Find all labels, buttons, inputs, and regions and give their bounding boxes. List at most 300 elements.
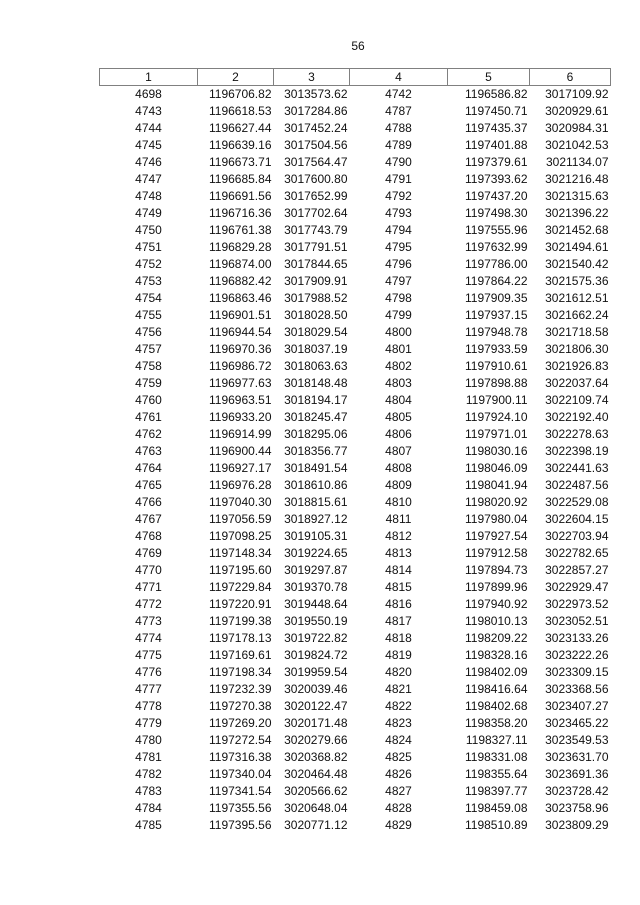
table-cell: 3023691.36 [545,767,609,781]
table-cell: 3022487.56 [545,478,609,492]
table-cell: 3022857.27 [545,563,609,577]
table-cell: 1197272.54 [208,733,272,747]
table-cell: 4780 [135,733,162,747]
table-row [100,426,611,443]
table-row [100,460,611,477]
table-row [100,392,611,409]
table-cell: 3022703.94 [545,529,609,543]
table-cell: 1196976.28 [208,478,272,492]
table-cell: 1198020.92 [464,495,528,509]
table-cell: 4787 [385,104,412,118]
table-cell: 3017284.86 [284,104,348,118]
table-body [100,86,611,835]
table-cell: 3021134.07 [545,155,609,169]
table-cell: 1197040.30 [208,495,272,509]
column-header: 6 [530,69,611,86]
table-cell: 1196927.17 [208,461,272,475]
table-cell: 3023407.27 [545,699,609,713]
table-row [100,664,611,681]
table-cell: 1196874.00 [208,257,272,271]
table-cell: 3020368.82 [284,750,348,764]
table-cell: 3021540.42 [545,257,609,271]
table-cell: 4790 [385,155,412,169]
column-header: 4 [350,69,448,86]
table-cell: 4759 [135,376,162,390]
table-cell: 4777 [135,682,162,696]
table-cell: 3020171.48 [284,716,348,730]
table-row [100,205,611,222]
table-cell: 1196882.42 [208,274,272,288]
table-header-row [100,69,611,86]
table-cell: 1196863.46 [208,291,272,305]
table-cell: 1196673.71 [208,155,272,169]
table-cell: 1197270.38 [208,699,272,713]
table-cell: 4808 [385,461,412,475]
table-cell: 3023631.70 [545,750,609,764]
table-cell: 1197435.37 [464,121,528,135]
table-cell: 3018029.54 [284,325,348,339]
table-cell: 4804 [385,393,412,407]
table-cell: 3018610.86 [284,478,348,492]
page-number: 56 [351,39,365,53]
table-cell: 4811 [385,512,412,526]
table-cell: 3017702.64 [284,206,348,220]
table-cell: 1197894.73 [464,563,528,577]
table-cell: 4766 [135,495,162,509]
table-cell: 1197229.84 [208,580,272,594]
table-row [100,766,611,783]
table-row [100,630,611,647]
table-cell: 4781 [135,750,162,764]
table-cell: 3020039.46 [284,682,348,696]
table-cell: 1197786.00 [464,257,528,271]
table-cell: 3017109.92 [545,87,609,101]
table-row [100,341,611,358]
table-cell: 3019224.65 [284,546,348,560]
table-cell: 4805 [385,410,412,424]
table-row [100,171,611,188]
table-cell: 1198041.94 [464,478,528,492]
table-cell: 4813 [385,546,412,560]
table-cell: 4776 [135,665,162,679]
table-cell: 4827 [385,784,412,798]
table-row [100,681,611,698]
table-cell: 4825 [385,750,412,764]
table-cell: 4796 [385,257,412,271]
table-row [100,273,611,290]
table-cell: 1197924.10 [464,410,528,424]
table-cell: 4753 [135,274,162,288]
table-cell: 1197980.04 [464,512,528,526]
table-cell: 3018194.17 [284,393,348,407]
table-cell: 3019550.19 [284,614,348,628]
table-cell: 1196685.84 [208,172,272,186]
table-cell: 3019448.64 [284,597,348,611]
table-cell: 1197933.59 [464,342,528,356]
table-cell: 3021612.51 [545,291,609,305]
table-cell: 4785 [135,818,162,832]
table-cell: 4810 [385,495,412,509]
table-cell: 4758 [135,359,162,373]
table-cell: 3021662.24 [545,308,609,322]
table-cell: 1198209.22 [464,631,528,645]
table-cell: 3021396.22 [545,206,609,220]
table-cell: 3018148.48 [284,376,348,390]
table-row [100,443,611,460]
table-cell: 1197971.01 [464,427,528,441]
table-cell: 1197056.59 [208,512,272,526]
table-cell: 3018037.19 [284,342,348,356]
table-cell: 1197379.61 [464,155,528,169]
table-cell: 4829 [385,818,412,832]
table-cell: 3021216.48 [545,172,609,186]
table-cell: 4807 [385,444,412,458]
table-cell: 1197401.88 [464,138,528,152]
table-cell: 4793 [385,206,412,220]
table-cell: 1197937.15 [464,308,528,322]
table-cell: 1197340.04 [208,767,272,781]
table-cell: 4743 [135,104,162,118]
table-row [100,494,611,511]
table-row [100,86,611,104]
table-cell: 1196829.28 [208,240,272,254]
table-cell: 1197269.20 [208,716,272,730]
table-cell: 3017452.24 [284,121,348,135]
table-cell: 4791 [385,172,412,186]
table-cell: 3017652.99 [284,189,348,203]
table-cell: 4747 [135,172,162,186]
table-cell: 3017909.91 [284,274,348,288]
table-cell: 3019959.54 [284,665,348,679]
table-cell: 1198327.11 [465,733,528,747]
table-cell: 4801 [385,342,412,356]
table-cell: 1197899.96 [464,580,528,594]
table-cell: 3022604.15 [545,512,609,526]
table-cell: 3021575.36 [545,274,609,288]
table-cell: 4802 [385,359,412,373]
table-cell: 1196706.82 [208,87,272,101]
table-cell: 4779 [135,716,162,730]
table-cell: 1197632.99 [464,240,528,254]
table-cell: 4784 [135,801,162,815]
table-cell: 3017791.51 [284,240,348,254]
table-cell: 3018028.50 [284,308,348,322]
table-cell: 1197948.78 [464,325,528,339]
coordinates-table [99,68,611,834]
table-cell: 4778 [135,699,162,713]
table-cell: 1197555.96 [464,223,528,237]
table-cell: 3022037.64 [545,376,609,390]
table-cell: 3020122.47 [284,699,348,713]
table-cell: 4821 [385,682,412,696]
table-cell: 1197098.25 [208,529,272,543]
table-cell: 4763 [135,444,162,458]
table-cell: 1196761.38 [208,223,272,237]
table-cell: 4817 [385,614,412,628]
table-cell: 1197316.38 [208,750,272,764]
table-cell: 1196963.51 [208,393,272,407]
table-cell: 3021494.61 [545,240,609,254]
table-cell: 3023758.96 [545,801,609,815]
table-cell: 3022929.47 [545,580,609,594]
table-cell: 1197148.34 [208,546,272,560]
table-cell: 3023465.22 [545,716,609,730]
table-cell: 4820 [385,665,412,679]
table-cell: 3022441.63 [545,461,609,475]
table-cell: 3022398.19 [545,444,609,458]
table-cell: 4764 [135,461,162,475]
table-cell: 3021806.30 [545,342,609,356]
table-cell: 4757 [135,342,162,356]
column-header: 2 [198,69,274,86]
table-row [100,647,611,664]
table-cell: 3017988.52 [284,291,348,305]
table-cell: 4826 [385,767,412,781]
table-row [100,698,611,715]
table-cell: 4803 [385,376,412,390]
table-cell: 3021452.68 [545,223,609,237]
table-cell: 3023728.42 [545,784,609,798]
table-cell: 3018356.77 [284,444,348,458]
table-cell: 3022278.63 [545,427,609,441]
table-cell: 3021926.83 [545,359,609,373]
table-row [100,290,611,307]
table-cell: 4770 [135,563,162,577]
table-cell: 4773 [135,614,162,628]
table-cell: 4823 [385,716,412,730]
table-cell: 1196970.36 [208,342,272,356]
table-cell: 1196986.72 [208,359,272,373]
table-cell: 4824 [385,733,412,747]
table-cell: 4761 [135,410,162,424]
table-cell: 4760 [135,393,162,407]
table-cell: 4816 [385,597,412,611]
table-cell: 3017504.56 [284,138,348,152]
table-row [100,307,611,324]
table-row [100,511,611,528]
table-cell: 1197910.61 [464,359,528,373]
table-cell: 3022192.40 [545,410,609,424]
table-cell: 4806 [385,427,412,441]
table-cell: 3023809.29 [545,818,609,832]
table-cell: 3020279.66 [284,733,348,747]
table-cell: 4797 [385,274,412,288]
table-cell: 1197199.38 [208,614,272,628]
table-cell: 1197393.62 [464,172,528,186]
table-row [100,409,611,426]
table-cell: 4754 [135,291,162,305]
table-cell: 3021315.63 [545,189,609,203]
table-cell: 1197900.11 [465,393,528,407]
table-row [100,715,611,732]
table-cell: 1197927.54 [464,529,528,543]
table-cell: 4814 [385,563,412,577]
table-cell: 1197940.92 [464,597,528,611]
table-cell: 3018245.47 [284,410,348,424]
table-row [100,817,611,834]
table-row [100,528,611,545]
table-cell: 3020984.31 [545,121,609,135]
table-row [100,222,611,239]
table-row [100,613,611,630]
table-cell: 1196627.44 [208,121,272,135]
table-cell: 3022973.52 [545,597,609,611]
table-cell: 1197912.58 [464,546,528,560]
table-cell: 4742 [385,87,412,101]
table-cell: 3023052.51 [545,614,609,628]
table-cell: 4783 [135,784,162,798]
table-cell: 1196977.63 [208,376,272,390]
table-cell: 1197437.20 [464,189,528,203]
table-cell: 4698 [135,87,162,101]
table-cell: 1197169.61 [208,648,272,662]
table-row [100,154,611,171]
table-cell: 3017600.80 [284,172,348,186]
table-cell: 4818 [385,631,412,645]
table-cell: 4769 [135,546,162,560]
table-cell: 1197195.60 [208,563,272,577]
table-cell: 4782 [135,767,162,781]
table-row [100,375,611,392]
table-cell: 3023222.26 [545,648,609,662]
table-cell: 3018295.06 [284,427,348,441]
column-header: 3 [274,69,350,86]
table-cell: 3018491.54 [284,461,348,475]
table-cell: 3017844.65 [284,257,348,271]
table-cell: 1196944.54 [208,325,272,339]
table-cell: 4756 [135,325,162,339]
table-cell: 1196933.20 [208,410,272,424]
table-cell: 1196691.56 [208,189,272,203]
table-cell: 3018815.61 [284,495,348,509]
table-cell: 1198010.13 [464,614,528,628]
table-cell: 1197395.56 [208,818,272,832]
table-cell: 4795 [385,240,412,254]
table-cell: 1198328.16 [464,648,528,662]
table-cell: 1196716.36 [208,206,272,220]
table-cell: 1198459.08 [464,801,528,815]
table-cell: 1198402.09 [464,665,528,679]
table-row [100,239,611,256]
table-row [100,800,611,817]
table-cell: 4798 [385,291,412,305]
table-cell: 3018927.12 [284,512,348,526]
table-cell: 1198358.20 [464,716,528,730]
table-cell: 4762 [135,427,162,441]
table-row [100,749,611,766]
table-cell: 1196900.44 [208,444,272,458]
table-cell: 1197178.13 [208,631,272,645]
table-cell: 1196618.53 [208,104,272,118]
table-cell: 3020771.12 [284,818,348,832]
table-row [100,358,611,375]
table-cell: 1197450.71 [464,104,528,118]
table-cell: 1197909.35 [464,291,528,305]
table-cell: 1198355.64 [464,767,528,781]
table-cell: 3023133.26 [545,631,609,645]
table-cell: 3022529.08 [545,495,609,509]
table-cell: 4768 [135,529,162,543]
table-cell: 1196901.51 [208,308,272,322]
table-cell: 4750 [135,223,162,237]
table-cell: 4819 [385,648,412,662]
table-cell: 1196914.99 [208,427,272,441]
table-cell: 4774 [135,631,162,645]
table-cell: 1198510.89 [464,818,528,832]
table-row [100,783,611,800]
table-cell: 1197220.91 [208,597,272,611]
table-row [100,103,611,120]
table-row [100,579,611,596]
table-cell: 3021718.58 [545,325,609,339]
table-row [100,188,611,205]
table-cell: 1198331.08 [464,750,528,764]
table-row [100,137,611,154]
table-cell: 1197864.22 [464,274,528,288]
table-cell: 1197198.34 [208,665,272,679]
table-cell: 1197898.88 [464,376,528,390]
table-cell: 3019370.78 [284,580,348,594]
table-cell: 1198030.16 [464,444,528,458]
table-cell: 4752 [135,257,162,271]
table-cell: 3023549.53 [545,733,609,747]
table-cell: 1197341.54 [208,784,272,798]
table-row [100,477,611,494]
table-cell: 3023309.15 [545,665,609,679]
table-cell: 1197232.39 [208,682,272,696]
table-cell: 1198046.09 [464,461,528,475]
table-cell: 4772 [135,597,162,611]
table-row [100,596,611,613]
table-cell: 1196639.16 [208,138,272,152]
table-cell: 4822 [385,699,412,713]
table-cell: 3021042.53 [545,138,609,152]
table-row [100,545,611,562]
table-cell: 1198416.64 [464,682,528,696]
table-cell: 3020566.62 [284,784,348,798]
table-cell: 3017564.47 [284,155,348,169]
table-cell: 1197355.56 [208,801,272,815]
table-cell: 4789 [385,138,412,152]
table-cell: 4828 [385,801,412,815]
table-cell: 3022109.74 [545,393,609,407]
table-cell: 4767 [135,512,162,526]
table-cell: 3020929.61 [545,104,609,118]
table-cell: 4751 [135,240,162,254]
table-cell: 4748 [135,189,162,203]
table-cell: 1196586.82 [464,87,528,101]
table-cell: 1198402.68 [464,699,528,713]
table-cell: 4749 [135,206,162,220]
table-cell: 3020464.48 [284,767,348,781]
table-cell: 4744 [135,121,162,135]
table-row [100,562,611,579]
table-cell: 3013573.62 [284,87,348,101]
table-cell: 4775 [135,648,162,662]
table-cell: 4794 [385,223,412,237]
table-cell: 1197498.30 [464,206,528,220]
table-cell: 3019824.72 [284,648,348,662]
table-cell: 3019722.82 [284,631,348,645]
table-cell: 4800 [385,325,412,339]
table-cell: 3019105.31 [284,529,348,543]
table-cell: 3017743.79 [284,223,348,237]
table-cell: 3022782.65 [545,546,609,560]
table-cell: 4755 [135,308,162,322]
table-cell: 4771 [135,580,162,594]
table-cell: 1198397.77 [464,784,528,798]
table-row [100,324,611,341]
